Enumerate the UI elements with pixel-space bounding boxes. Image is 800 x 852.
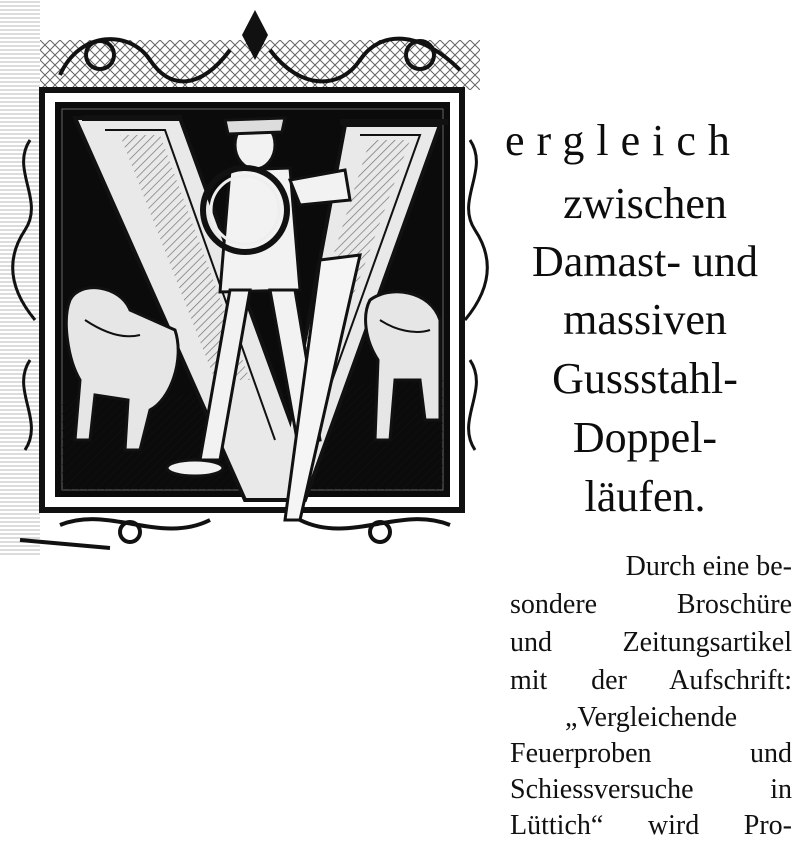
initial-engraving-icon bbox=[0, 0, 492, 556]
body-line-7: Schiessversuche in bbox=[510, 774, 792, 805]
title-line-1: zwischen bbox=[563, 179, 727, 228]
body-line-4: mit der Aufschrift: bbox=[510, 665, 792, 696]
body-line-1: Durch eine be- bbox=[625, 551, 792, 582]
body-line-2: sondere Broschüre bbox=[510, 589, 792, 620]
body-line-3: und Zeitungsartikel bbox=[510, 627, 792, 658]
body-line-5: „Vergleichende bbox=[564, 702, 738, 733]
title-line-5: Doppel- bbox=[572, 413, 718, 462]
title-line-6: läufen. bbox=[584, 472, 706, 521]
decorated-initial bbox=[0, 0, 492, 556]
body-line-8: Lüttich“ wird Pro- bbox=[510, 810, 792, 841]
title-first-line: ergleich bbox=[505, 116, 742, 165]
title-line-2: Damast- und bbox=[531, 237, 759, 286]
title-line-4: Gussstahl- bbox=[552, 354, 738, 403]
body-line-6: Feuerproben und bbox=[510, 738, 792, 769]
title-line-3: massiven bbox=[563, 295, 727, 344]
